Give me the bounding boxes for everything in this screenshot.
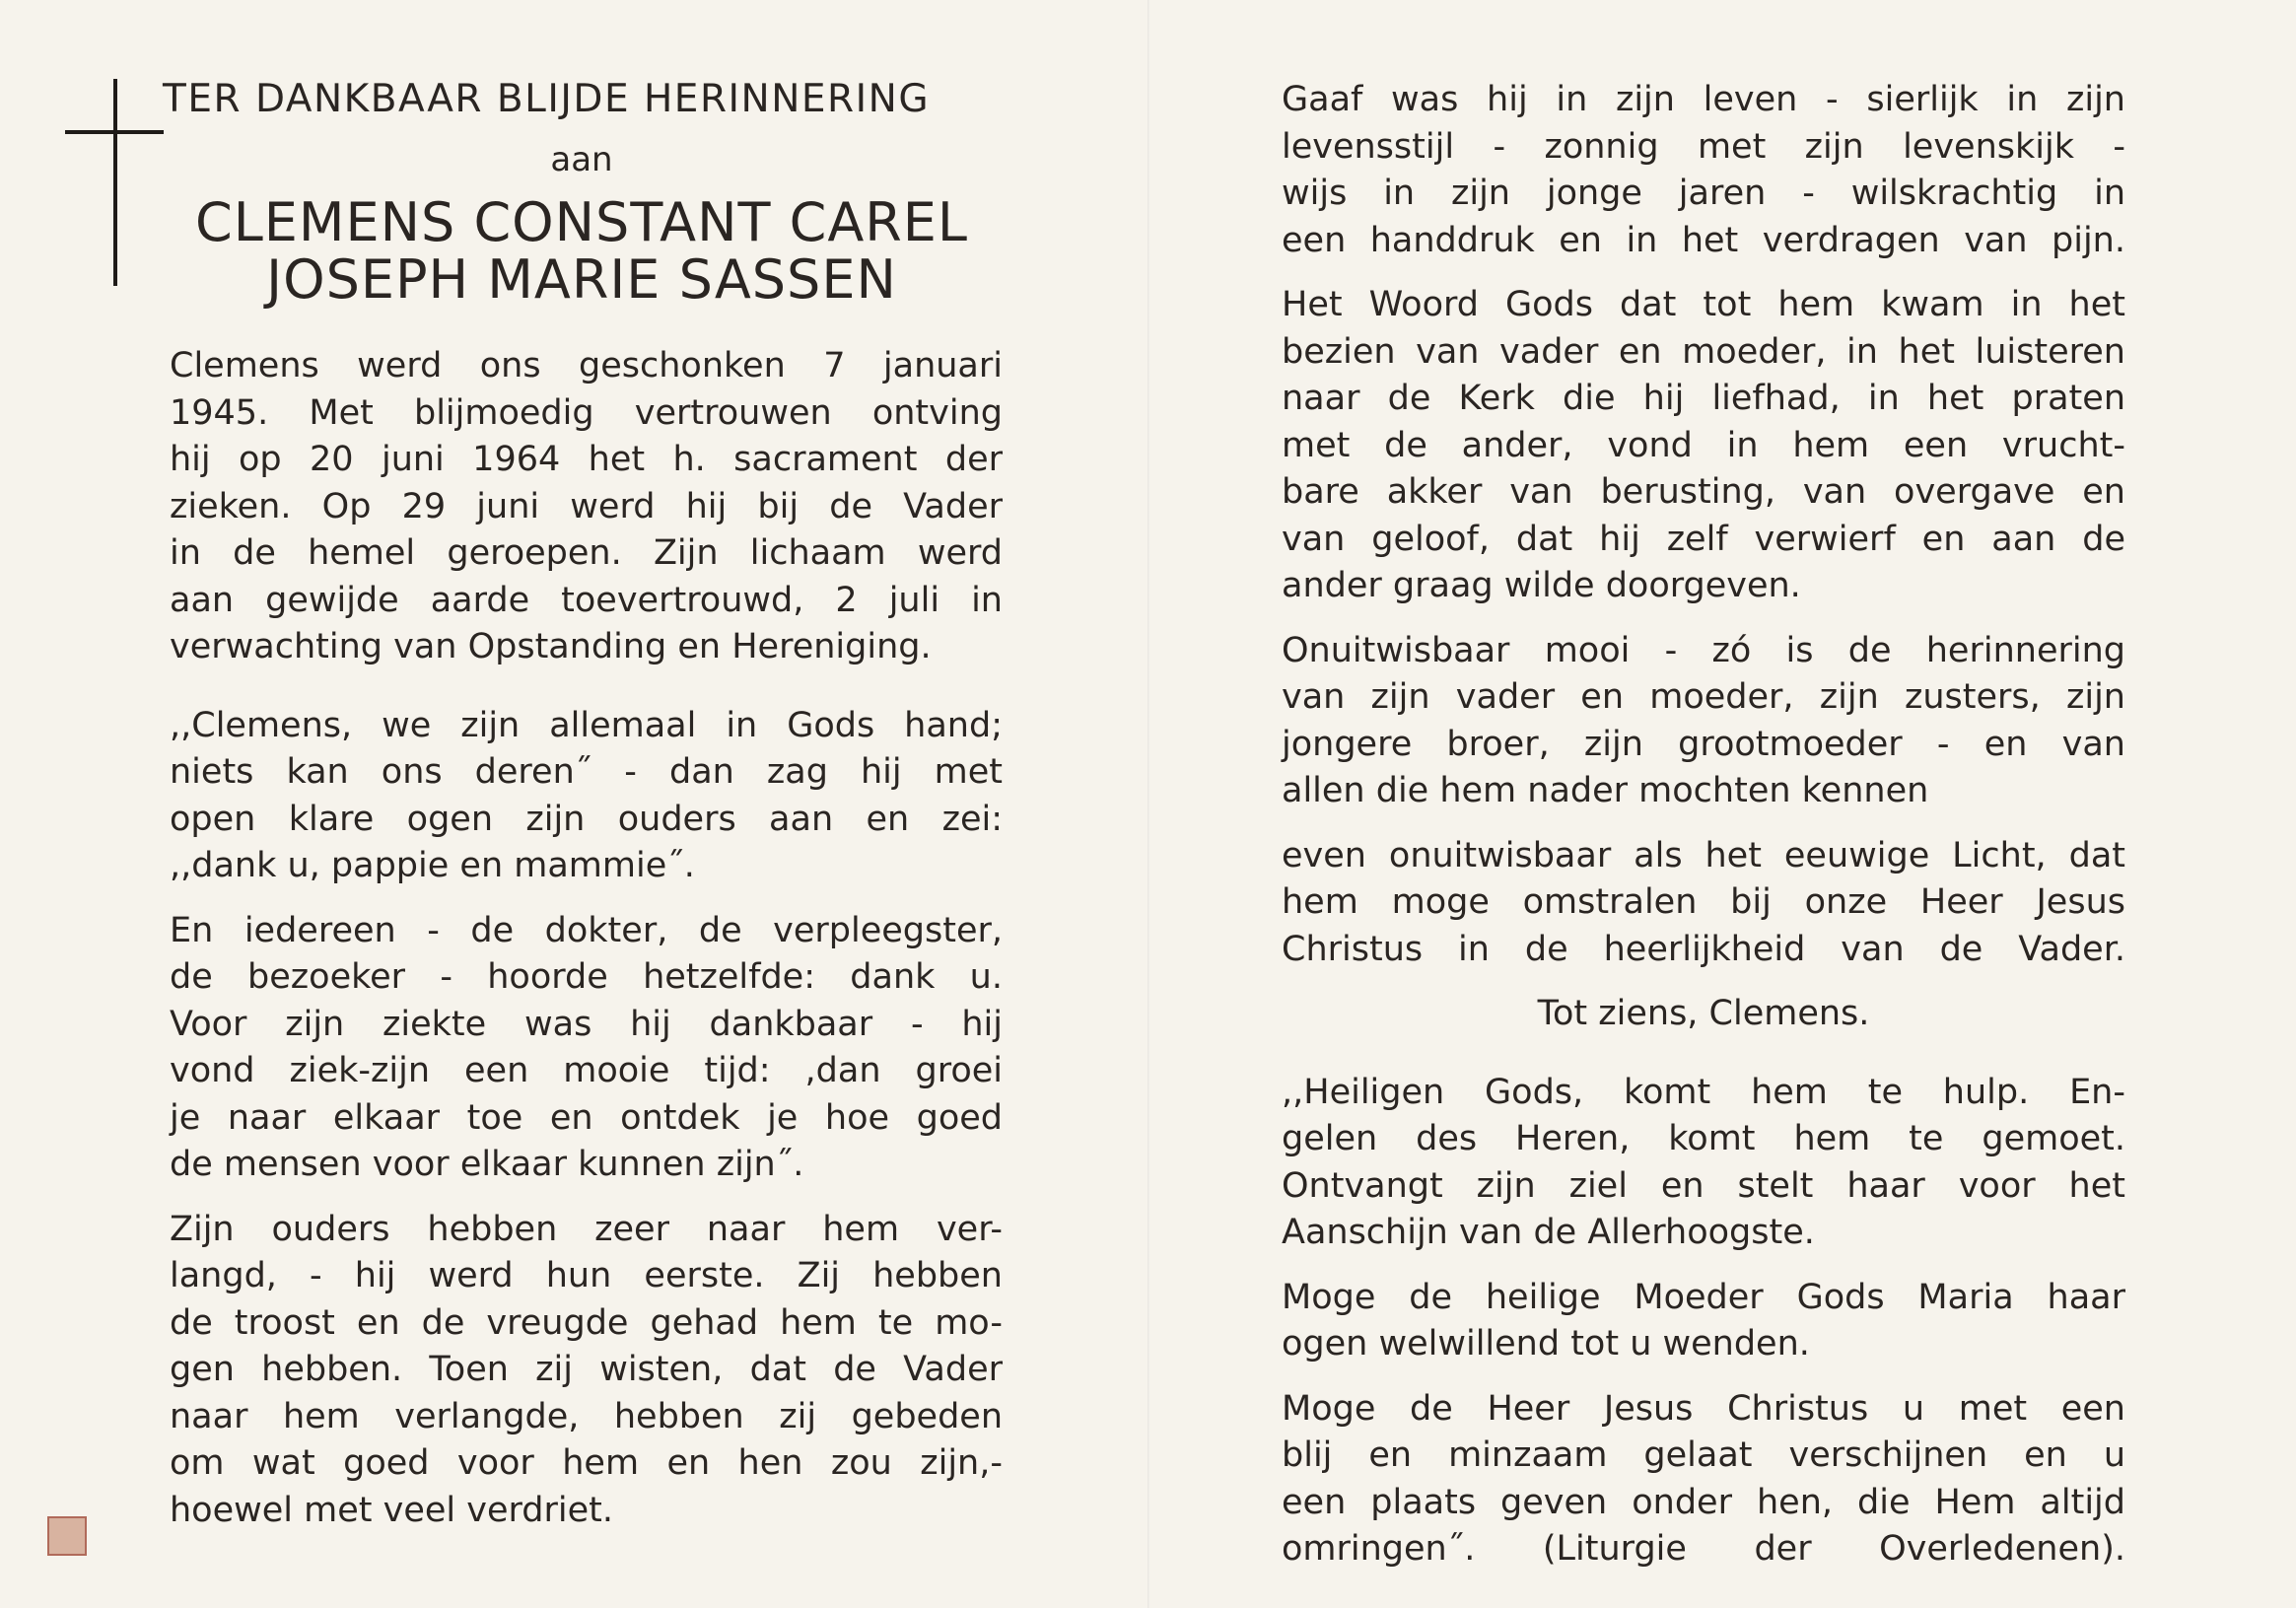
- text-line: ,,Heiligen Gods, komt hem te hulp. En-: [1282, 1072, 2125, 1112]
- paragraph-memory: [1282, 628, 2125, 815]
- farewell-line: Tot ziens, Clemens.: [1537, 994, 1870, 1033]
- text-line: hem moge omstralen bij onze Heer Jesus: [1282, 882, 2125, 922]
- paragraph-prayer-mary: [1282, 1275, 2125, 1368]
- text-line: je naar elkaar toe en ontdek je hoe goed: [170, 1097, 1003, 1138]
- paragraph-faith: [1282, 282, 2125, 610]
- text-line: een handdruk en in het verdragen van pijn.: [1282, 220, 2125, 260]
- text-line: van zijn vader en moeder, zijn zusters, zijn: [1282, 677, 2125, 717]
- text-line: open klare ogen zijn ouders aan en zei:: [170, 799, 1003, 839]
- text-line: de mensen voor elkaar kunnen zijn˝.: [170, 1145, 804, 1184]
- text-line: levensstijl - zonnig met zijn levenskijk -: [1282, 126, 2125, 167]
- paragraph-character: [1282, 77, 2125, 264]
- cross-icon: [113, 79, 117, 286]
- text-line: En iedereen - de dokter, de verpleegster,: [170, 910, 1003, 950]
- deceased-name-line1: CLEMENS CONSTANT CAREL: [195, 191, 968, 253]
- text-line: Zijn ouders hebben zeer naar hem ver-: [170, 1209, 1003, 1249]
- text-line: de troost en de vreugde gehad hem te mo-: [170, 1302, 1003, 1343]
- text-line: hij op 20 juni 1964 het h. sacrament der: [170, 440, 1003, 479]
- text-line: gen hebben. Toen zij wisten, dat de Vader: [170, 1350, 1003, 1389]
- text-line: vond ziek-zijn een mooie tijd: ,dan groei: [170, 1051, 1003, 1090]
- text-line: zieken. Op 29 juni werd hij bij de Vader: [170, 486, 1003, 526]
- text-line: langd, - hij werd hun eerste. Zij hebben: [170, 1256, 1003, 1295]
- deceased-name-line2: JOSEPH MARIE SASSEN: [266, 248, 897, 311]
- text-line: Christus in de heerlijkheid van de Vader.: [1282, 929, 2125, 969]
- text-line: Moge de Heer Jesus Christus u met een: [1282, 1388, 2125, 1429]
- card-fold: [1148, 0, 1149, 1608]
- paragraph-gratitude: [170, 908, 1003, 1189]
- text-line: gelen des Heren, komt hem te gemoet.: [1282, 1119, 2125, 1158]
- left-column: [170, 343, 1003, 1534]
- paragraph-prayer-christ: [1282, 1386, 2125, 1573]
- text-line: aan gewijde aarde toevertrouwd, 2 juli in: [170, 580, 1003, 620]
- text-line: in de hemel geroepen. Zijn lichaam werd: [170, 533, 1003, 573]
- archive-stamp-icon: [47, 1516, 87, 1556]
- text-line: bezien van vader en moeder, in het luisteren: [1282, 331, 2125, 372]
- text-line: verwachting van Opstanding en Hereniging.: [170, 627, 932, 666]
- text-line: naar hem verlangde, hebben zij gebeden: [170, 1396, 1003, 1436]
- text-line: Moge de heilige Moeder Gods Maria haar: [1282, 1277, 2125, 1317]
- text-line: hoewel met veel verdriet.: [170, 1490, 613, 1530]
- text-line: de bezoeker - hoorde hetzelfde: dank u.: [170, 957, 1003, 997]
- text-line: ogen welwillend tot u wenden.: [1282, 1324, 1810, 1363]
- text-line: Het Woord Gods dat tot hem kwam in het: [1282, 285, 2125, 324]
- paragraph-light: [1282, 833, 2125, 974]
- text-line: Voor zijn ziekte was hij dankbaar - hij: [170, 1004, 1003, 1044]
- text-line: allen die hem nader mochten kennen: [1282, 771, 1929, 810]
- card-heading: TER DANKBAAR BLIJDE HERINNERING: [163, 77, 931, 121]
- text-line: 1945. Met blijmoedig vertrouwen ontving: [170, 392, 1003, 433]
- paragraph-parents: [170, 1207, 1003, 1535]
- heading-aan: aan: [550, 140, 613, 179]
- text-line: ,,Clemens, we zijn allemaal in Gods hand;: [170, 705, 1003, 745]
- paragraph-birth-death: [170, 343, 1003, 671]
- text-line: Gaaf was hij in zijn leven - sierlijk in zijn: [1282, 80, 2125, 119]
- text-line: Clemens werd ons geschonken 7 januari: [170, 346, 1003, 385]
- text-line: ander graag wilde doorgeven.: [1282, 566, 1801, 605]
- text-line: van geloof, dat hij zelf verwierf en aan de: [1282, 519, 2125, 559]
- text-line: wijs in zijn jonge jaren - wilskrachtig in: [1282, 174, 2125, 213]
- text-line: om wat goed voor hem en hen zou zijn,-: [170, 1443, 1003, 1483]
- text-line: niets kan ons deren˝ - dan zag hij met: [170, 752, 1003, 792]
- text-line: bare akker van berusting, van overgave en: [1282, 472, 2125, 512]
- text-line: Aanschijn van de Allerhoogste.: [1282, 1213, 1815, 1252]
- text-line: met de ander, vond in hem een vrucht-: [1282, 425, 2125, 465]
- paragraph-quote: [170, 703, 1003, 890]
- text-line: Onuitwisbaar mooi - zó is de herinnering: [1282, 630, 2125, 670]
- text-line: naar de Kerk die hij liefhad, in het praten: [1282, 379, 2125, 418]
- text-line: Ontvangt zijn ziel en stelt haar voor het: [1282, 1165, 2125, 1206]
- text-line: een plaats geven onder hen, die Hem altijd: [1282, 1482, 2125, 1522]
- text-line: blij en minzaam gelaat verschijnen en u: [1282, 1435, 2125, 1475]
- text-line: omringen˝. (Liturgie der Overledenen).: [1282, 1529, 2125, 1569]
- text-line: ,,dank u, pappie en mammie˝.: [170, 846, 695, 885]
- text-line: even onuitwisbaar als het eeuwige Licht, dat: [1282, 835, 2125, 875]
- right-column: [1282, 77, 2125, 1573]
- text-line: jongere broer, zijn grootmoeder - en van: [1282, 724, 2125, 764]
- cross-icon-bar: [65, 130, 164, 134]
- paragraph-prayer-saints: [1282, 1070, 2125, 1257]
